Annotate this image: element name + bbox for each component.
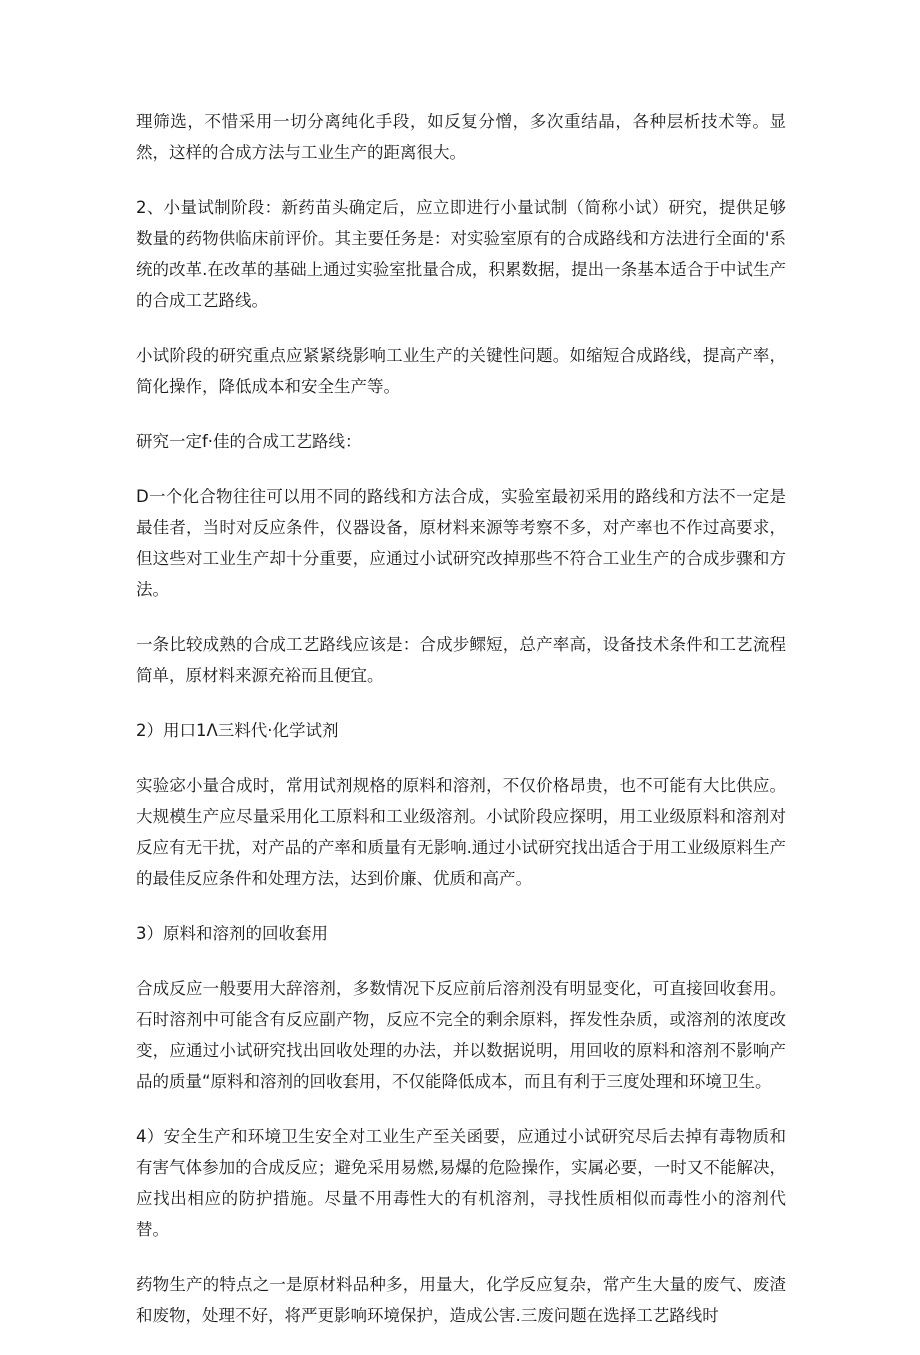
paragraph-industrial-reagents-heading: 2）用口1Λ三料代·化学试剂 xyxy=(136,721,339,740)
paragraph-trial-focus: 小试阶段的研究重点应紧紧绕影响工业生产的关键性问题。如缩短合成路线，提高产率，简化操作，降低成本和安全生产等。 xyxy=(136,346,786,396)
paragraph-safety-environment: 4）安全生产和环境卫生安全对工业生产至关函要，应通过小试研究尽后去掉有毒物质和有害气体参加的合成反应；避免采用易燃,易爆的危险操作，实属必要，一时又不能解决，应找出相应的防护措施。尽量不用毒性大的有机溶剂，寻找性质相似而毒性小的溶剂代替。 xyxy=(136,1127,786,1239)
paragraph-waste-treatment: 药物生产的特点之一是原材料品种多，用量大，化学反应复杂，常产生大量的废气、废渣和废物，处理不好，将严更影响环境保护，造成公害.三废问题在选择工艺路线时 xyxy=(136,1275,786,1325)
paragraph-route-selection: D一个化合物往往可以用不同的路线和方法合成，实验室最初采用的路线和方法不一定是最佳者，当时对反应条件，仪器设备，原材料来源等考察不多，对产率也不作过高要求，但这些对工业生产却十分重要，应通过小试研究改掉那些不符合工业生产的合成步骤和方法。 xyxy=(136,487,786,599)
paragraph-small-scale-trial-stage: 2、小量试制阶段：新药苗头确定后，应立即进行小量试制（简称小试）研究，提供足够数量的药物供临床前评价。其主要任务是：对实验室原有的合成路线和方法进行全面的'系统的改革.在改革的基础上通过实验室批量合成，积累数据，提出一条基本适合于中试生产的合成工艺路线。 xyxy=(136,198,786,310)
paragraph-solvent-recovery-heading: 3）原料和溶剂的回收套用 xyxy=(136,924,328,943)
paragraph-solvent-recovery: 合成反应一般要用大辞溶剂，多数情况下反应前后溶剂没有明显变化，可直接回收套用。石时溶剂中可能含有反应副产物，反应不完全的剩余原料，挥发性杂质，或溶剂的浓度改变，应通过小试研究找出回收处理的办法，并以数据说明，用回收的原料和溶剂不影响产品的质量“原料和溶剂的回收套用，不仅能降低成本，而且有利于三度处理和环境卫生。 xyxy=(136,979,786,1091)
paragraph-industrial-reagents: 实验宓小量合成时，常用试剂规格的原料和溶剂，不仅价格昂贵，也不可能有大比供应。大规模生产应尽量采用化工原料和工业级溶剂。小试阶段应探明，用工业级原料和溶剂对反应有无干扰，对产品的产率和质量有无影响.通过小试研究找出适合于用工业级原料生产的最佳反应条件和处理方法，达到价廉、优质和高产。 xyxy=(136,776,786,888)
document-page xyxy=(136,106,786,1355)
paragraph-optimal-route-heading: 研究一定f·佳的合成工艺路线： xyxy=(136,432,362,451)
paragraph-intro-continuation: 理筛选，不惜采用一切分离纯化手段，如反复分憎，多次重结晶，各种层析技术等。显然，这样的合成方法与工业生产的距离很大。 xyxy=(136,112,786,162)
paragraph-mature-route: 一条比较成熟的合成工艺路线应该是：合成步鳏短，总产率高，设备技术条件和工艺流程简单，原材料来源充裕而且便宜。 xyxy=(136,635,786,685)
